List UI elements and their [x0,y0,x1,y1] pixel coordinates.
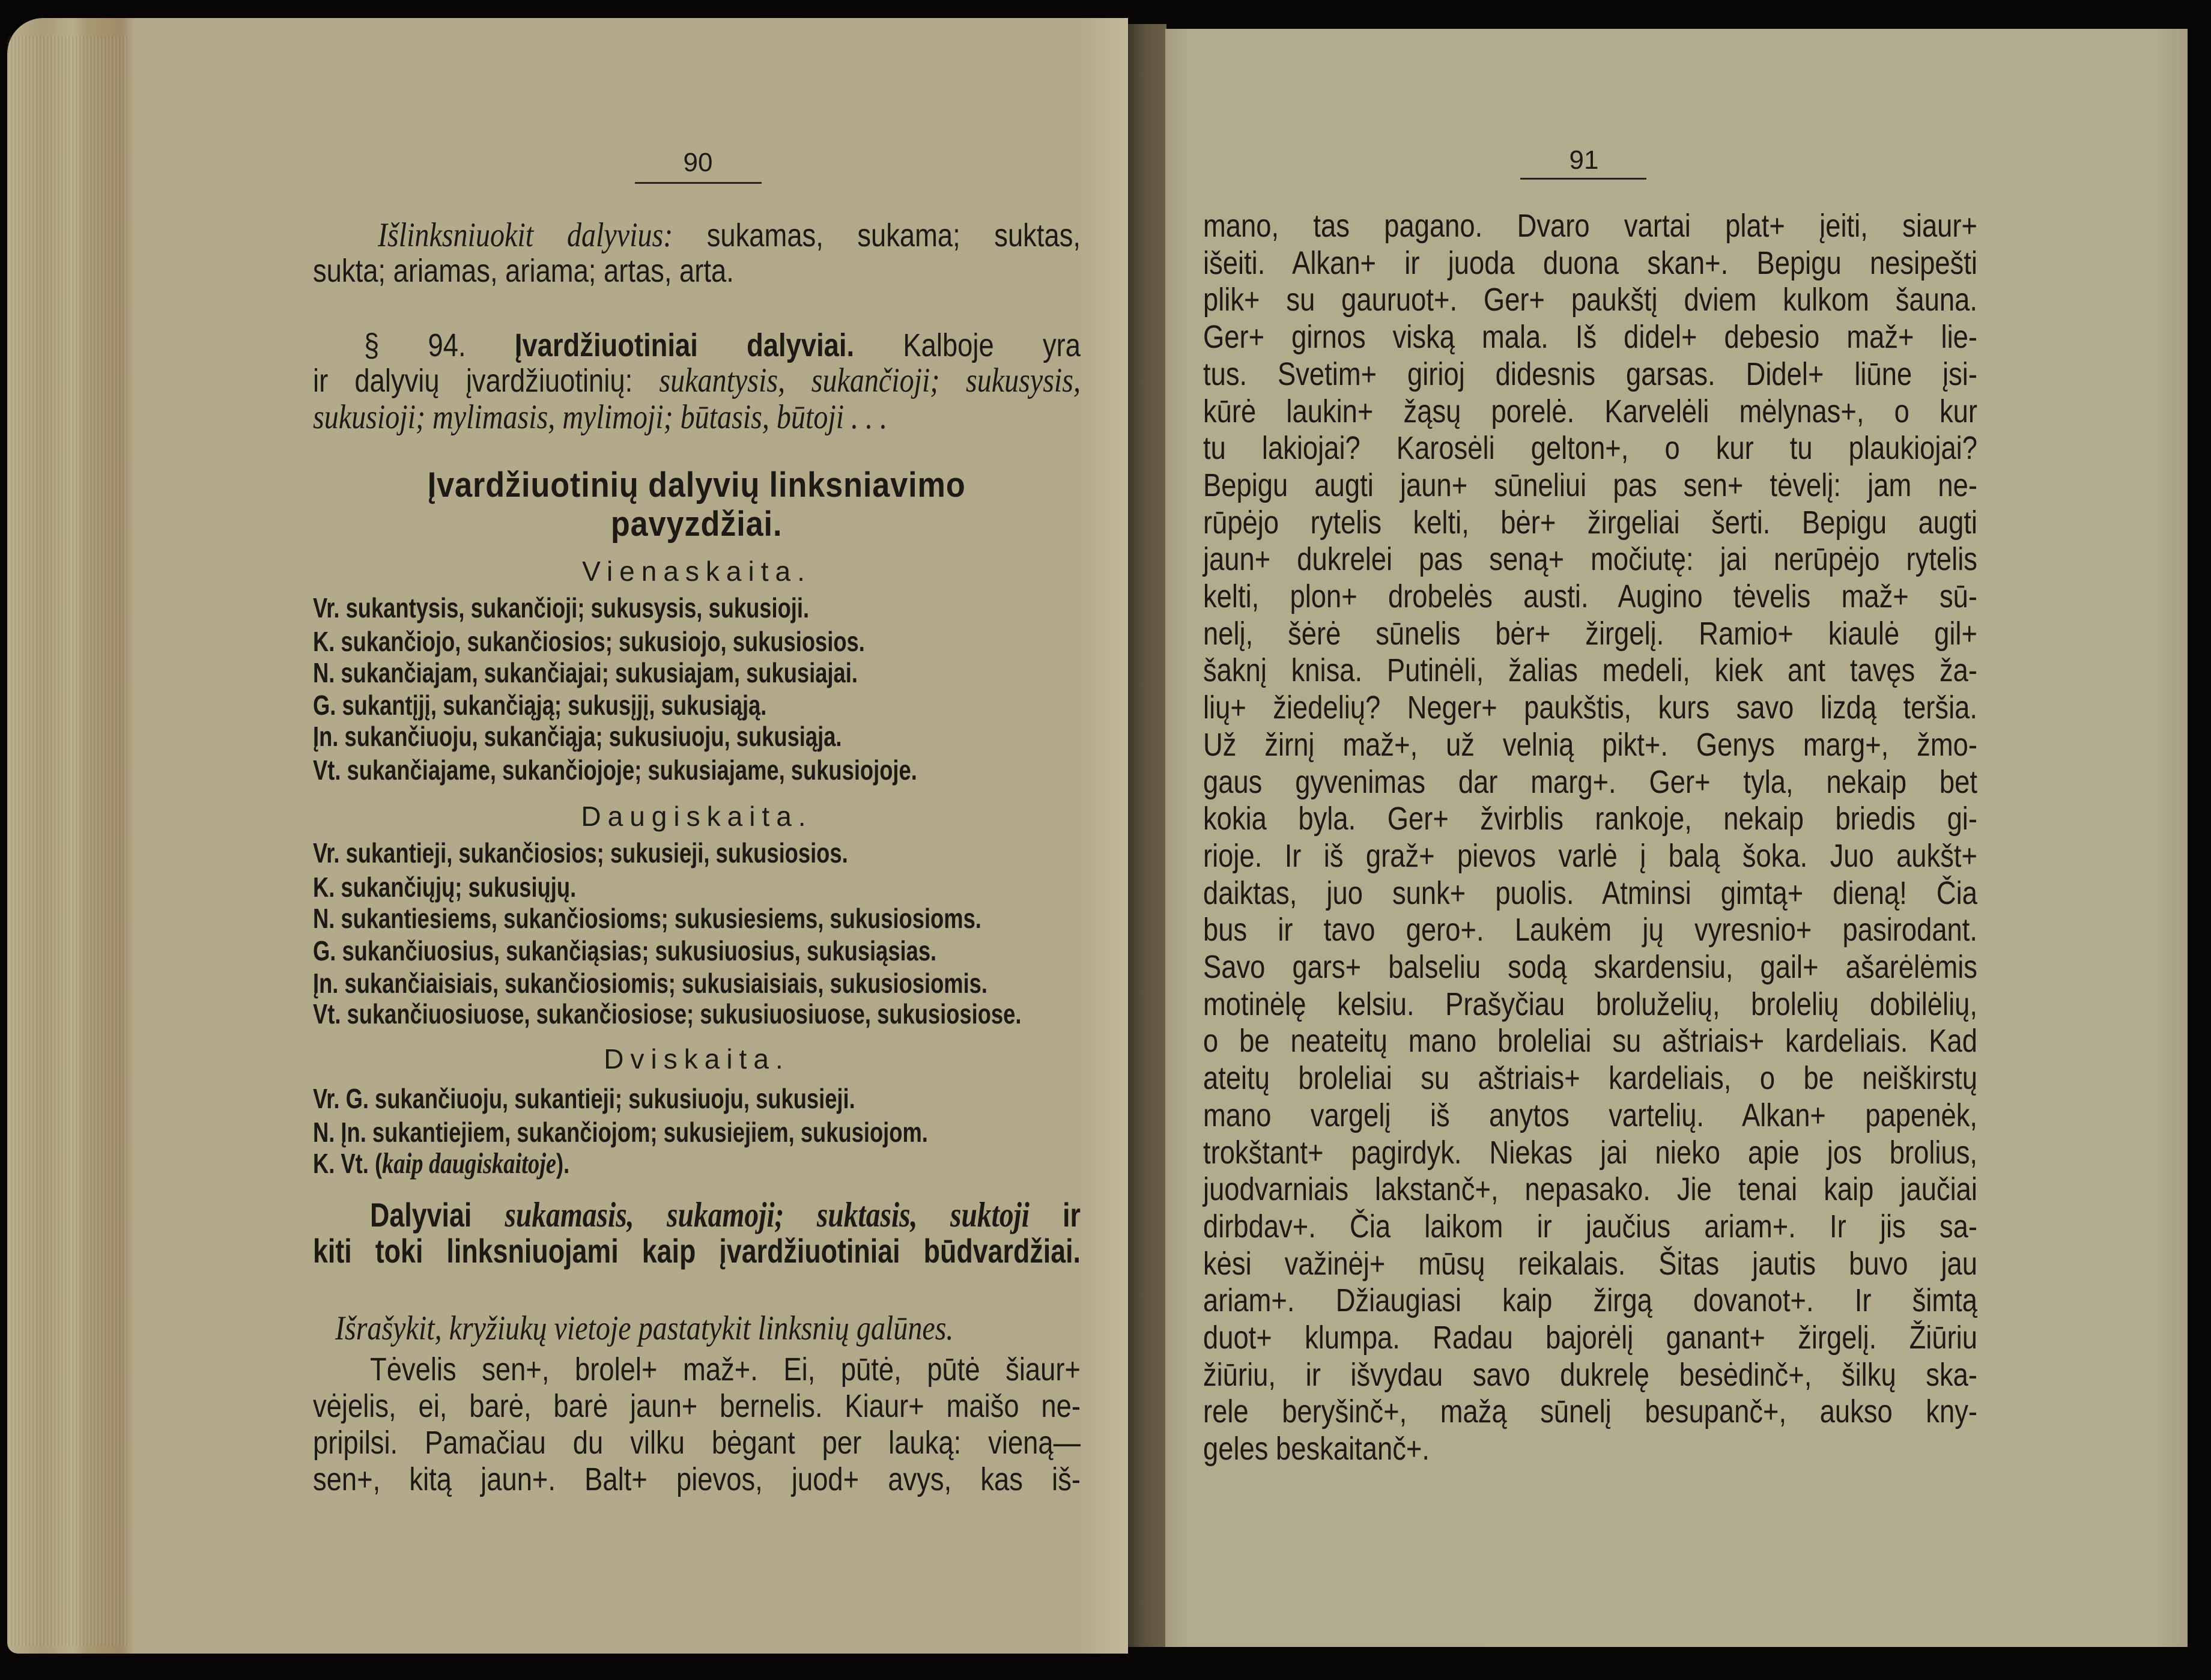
bold-heading-text: Įvardžiuotiniai dalyviai. [514,327,855,363]
left-text-line [313,1425,1081,1461]
right-page-number: 91 [1569,145,1599,175]
right-text-line [1203,578,1977,614]
left-text-line [378,217,1081,253]
text-segment: G. sukančiuosius, sukančiąsias; sukusiuosius, sukusiąsias. [313,935,937,966]
text-segment: rūpėjo rytelis kelti, bėr+ žirgeliai šerti. Bepigu augti [1203,504,1977,541]
text-segment: geles beskaitanč+. [1203,1431,1430,1467]
line-text [1203,505,1977,541]
text-segment: pavyzdžiai. [611,505,783,544]
text-segment: juodvarniais lakstanč+, nepasako. Jie tenai kaip jaučiai [1203,1171,1977,1208]
italic-text: sukamasis, sukamoji; suktasis, suktoji [505,1195,1030,1234]
right-text-line [1203,319,1977,355]
line-text [1203,208,1977,244]
text-segment: daiktas, juo sunk+ puolis. Atminsi gimtą+ dieną! Čia [1203,875,1977,911]
line-text [1203,1246,1977,1282]
line-text [313,1461,1081,1497]
italic-text: kaip daugiskaitoje [382,1147,557,1180]
text-segment: mano vargelį iš anytos vartelių. Alkan+ papenėk, [1203,1097,1977,1133]
text-segment: Ger+ girnos viską mala. Iš didel+ debesio maž+ lie- [1203,319,1977,356]
line-text [1203,986,1977,1022]
line-text [313,752,917,788]
text-segment: kėsi važinėj+ mūsų reikalais. Šitas jautis buvo jau [1203,1245,1977,1282]
text-segment: kokia byla. Ger+ žvirblis rankoje, nekaip briedis gi- [1203,801,1977,837]
text-segment: G. sukantįjį, sukančiąją; sukusįjį, sukusiąją. [313,690,767,721]
text-segment: Įn. sukančiuoju, sukančiąja; sukusiuoju, sukusiąja. [313,721,842,752]
text-segment: jaun+ dukrelei pas seną+ močiutę: jai nerūpėjo rytelis [1203,541,1977,578]
text-segment: K. sukančiųjų; sukusiųjų. [313,872,577,903]
left-text-line [370,1351,1081,1387]
text-segment: N. sukantiesiems, sukančiosioms; sukusiesiems, sukusiosioms. [313,903,981,934]
right-text-line [1203,616,1977,652]
right-text-line [1203,467,1977,503]
line-text [1203,578,1977,614]
text-segment: § 94. [364,327,515,363]
right-text-line [1203,764,1977,800]
text-segment: sukta; ariamas, ariama; artas, arta. [313,253,734,289]
line-text [364,327,1081,363]
line-text [1203,245,1977,281]
line-text [313,1233,1081,1269]
text-segment: dirbdav+. Čia laikom ir jaučius ariam+. Ir jis sa- [1203,1208,1977,1245]
text-segment: Už žirnį maž+, už velnią pikt+. Genys marg+, žmo- [1203,726,1977,763]
text-segment: pripilsi. Pamačiau du vilku bėgant per lauką: vieną— [313,1425,1081,1461]
line-text [313,900,981,936]
right-text-line [1203,801,1977,837]
right-text-line [1203,541,1977,577]
line-text [1203,1431,1430,1467]
line-text [1203,764,1977,800]
right-text-line [1203,986,1977,1022]
line-text [313,718,842,754]
left-text-line [313,933,1081,969]
text-segment: duot+ klumpa. Radau bajorėlį ganant+ žirgelį. Žiūriu [1203,1320,1977,1356]
book-gutter [1128,24,1166,1647]
right-text-line [1203,1320,1977,1356]
text-segment: Tėvelis sen+, brolel+ maž+. Ei, pūtė, pūtė šiaur+ [370,1351,1081,1387]
left-text-line [313,1041,1081,1077]
left-text-line [313,553,1081,589]
text-segment: Dalyviai [370,1196,505,1234]
text-segment: Dviskaita. [604,1043,790,1075]
right-page-number-rule [1520,178,1646,180]
right-text-line [1203,912,1977,948]
line-text [313,1114,928,1150]
line-text [604,1041,789,1077]
right-text-line [1203,1357,1977,1393]
left-text-line [313,1081,1081,1117]
right-text-line [1203,393,1977,429]
right-text-line [1203,1060,1977,1096]
text-segment: šaknį knisa. Putinėli, žalias medeli, kiek ant tavęs ža- [1203,652,1977,689]
text-segment: sen+, kitą jaun+. Balt+ pievos, juod+ avys, kas iš- [313,1461,1081,1497]
line-text [313,623,865,660]
left-page-number: 90 [683,148,713,177]
text-segment: kiti toki linksniuojami kaip įvardžiuotiniai būdvardžiai. [313,1232,1081,1270]
text-segment: kelti, plon+ drobelės austi. Augino tėvelis maž+ sū- [1203,578,1977,614]
line-text [1203,949,1977,985]
right-text-line [1203,245,1977,281]
right-text-line [1203,505,1977,541]
text-segment: lių+ žiedelių? Neger+ paukštis, kurs savo lizdą teršia. [1203,690,1977,726]
line-text [1203,801,1977,837]
right-text-line [1203,1431,1977,1467]
right-text-line [1203,727,1977,763]
line-text [1203,467,1977,503]
line-text [313,1425,1081,1461]
line-text [1203,1135,1977,1171]
line-text [1203,838,1977,874]
text-segment: K. Vt. ( [313,1148,383,1179]
text-segment: Vienaskaita. [582,556,811,587]
right-text-line [1203,690,1977,726]
line-text [1203,1171,1977,1207]
line-text [611,506,783,542]
italic-text: sukusioji; mylimasis, mylimoji; būtasis, būtoji . . . [313,398,888,436]
right-text-line [1203,1023,1977,1059]
left-text-line [313,590,1081,626]
text-segment: kūrė laukin+ žąsų porelė. Karvelėli mėlynas+, o kur [1203,393,1977,429]
text-segment: K. sukančiojo, sukančiosios; sukusiojo, sukusiosios. [313,626,865,657]
italic-text: Išrašykit, kryžiukų vietoje pastatykit linksnių galūnes. [335,1309,954,1347]
text-segment: tus. Svetim+ girioj didesnis garsas. Didel+ liūne įsi- [1203,356,1977,392]
line-text [313,399,887,435]
line-text [313,655,858,691]
line-text [313,687,766,723]
line-text [1203,1060,1977,1096]
left-text-line [313,506,1081,542]
right-text-line [1203,208,1977,244]
text-segment: išeiti. Alkan+ ir juoda duona skan+. Bepigu nesipešti [1203,244,1977,281]
text-segment: Bepigu augti jaun+ sūneliui pas sen+ tėvelį: jam ne- [1203,467,1977,503]
right-text-line [1203,282,1977,318]
line-text [313,869,576,905]
left-text-line [313,687,1081,723]
text-segment: Vr. G. sukančiuoju, sukantieji; sukusiuoju, sukusieji. [313,1083,855,1114]
line-text [1203,727,1977,763]
line-text [335,1311,953,1347]
text-segment: nelį, šėrė sūnelis bėr+ žirgelį. Ramio+ kiaulė gil+ [1203,615,1977,652]
line-text [1203,1023,1977,1059]
text-segment: Kalboje yra [854,327,1081,363]
text-segment: Vt. sukančiajame, sukančiojoje; sukusiajame, sukusiojoje. [313,754,917,786]
left-text-line [313,363,1081,399]
text-segment: ateitų broleliai su aštriais+ kardeliais, o be neiškirstų [1203,1060,1977,1097]
left-text-line [313,835,1081,871]
left-text-line [335,1311,1081,1347]
line-text [370,1196,1081,1233]
text-segment: gaus gyvenimas dar marg+. Ger+ tyla, nekaip bet [1203,763,1977,800]
line-text [1203,541,1977,577]
line-text [313,590,809,626]
line-text [1203,912,1977,948]
text-segment: N. Įn. sukantiejiem, sukančiojom; sukusiejiem, sukusiojom. [313,1117,928,1148]
line-text [428,467,966,503]
line-text [1203,616,1977,652]
line-text [370,1351,1081,1387]
left-text-line [313,900,1081,936]
left-text-line [313,467,1081,503]
line-text [1203,1282,1977,1318]
line-text [313,1081,855,1117]
text-segment: Įn. sukančiaisiais, sukančiosiomis; sukusiaisiais, sukusiosiomis. [313,968,987,999]
line-text [1203,1208,1977,1245]
text-segment: rele beryšinč+, mažą sūnelį besupanč+, aukso kny- [1203,1393,1977,1430]
left-text-line [313,1114,1081,1150]
left-text-line [313,752,1081,788]
line-text [378,217,1081,253]
text-segment: mano, tas pagano. Dvaro vartai plat+ įeiti, siaur+ [1203,208,1977,244]
line-text [313,1145,569,1181]
line-text [313,253,734,289]
line-text [1203,690,1977,726]
left-text-line [313,798,1081,834]
right-text-line [1203,1097,1977,1133]
right-text-line [1203,838,1977,874]
line-text [313,363,1081,399]
text-segment: Vr. sukantysis, sukančioji; sukusysis, sukusioji. [313,592,810,623]
italic-text: Išlinksniuokit dalyvius: [378,216,673,254]
left-text-line [313,399,1081,435]
text-segment: N. sukančiajam, sukančiajai; sukusiajam, sukusiajai. [313,657,858,688]
text-segment: sukamas, sukama; suktas, [673,217,1081,253]
line-text [582,553,811,589]
left-text-line [313,869,1081,905]
line-text [1203,1357,1977,1393]
text-segment: Savo gars+ balseliu sodą skardensiu, gail+ ašarėlėmis [1203,949,1977,985]
right-text-line [1203,652,1977,688]
text-segment: ariam+. Džiaugiasi kaip žirgą dovanot+. Ir šimtą [1203,1282,1977,1319]
text-segment: Vt. sukančiuosiuose, sukančiosiose; sukusiuosiuose, sukusiosiose. [313,998,1022,1030]
right-text-line [1203,875,1977,911]
left-text-line [313,253,1081,289]
text-segment: Įvardžiuotinių dalyvių linksniavimo [428,465,966,505]
text-segment: o be neateitų mano broleliai su aštriais+ kardeliais. Kad [1203,1023,1977,1060]
text-segment: ir dalyvių įvardžiuotinių: [313,363,660,399]
left-text-line [370,1196,1081,1233]
right-text-line [1203,949,1977,985]
line-text [1203,1097,1977,1133]
text-segment: ir [1029,1196,1081,1234]
left-text-line [364,327,1081,363]
line-text [313,933,936,969]
line-text [313,835,848,871]
italic-text: sukantysis, sukančioji; sukusysis, [659,362,1081,399]
text-segment: žiūriu, ir išvydau savo dukrelę besėdinč+, šilkų ska- [1203,1356,1977,1393]
right-text-line [1203,1246,1977,1282]
right-text-line [1203,356,1977,392]
line-text [1203,1320,1977,1356]
line-text [1203,1393,1977,1430]
page-edges [7,36,127,1646]
line-text [1203,356,1977,392]
text-segment: trokštant+ pagirdyk. Niekas jai nieko apie jos brolius, [1203,1134,1977,1171]
right-text-line [1203,1282,1977,1318]
right-text-line [1203,1135,1977,1171]
left-text-line [313,1145,1081,1181]
text-segment: tu lakiojai? Karosėli gelton+, o kur tu plaukiojai? [1203,430,1977,467]
line-text [313,1388,1081,1424]
right-text-line [1203,1171,1977,1207]
right-text-line [1203,1208,1977,1245]
line-text [1203,652,1977,688]
text-segment: motinėlę kelsiu. Prašyčiau broluželių, brolelių dobilėlių, [1203,986,1977,1022]
left-text-line [313,623,1081,660]
text-segment: vėjelis, ei, barė, barė jaun+ bernelis. Kiaur+ maišo ne- [313,1388,1081,1424]
line-text [1203,393,1977,429]
line-text [581,798,812,834]
right-text-line [1203,430,1977,466]
line-text [1203,319,1977,355]
line-text [1203,282,1977,318]
line-text [313,996,1021,1032]
left-text-line [313,655,1081,691]
text-segment: bus ir tavo gero+. Laukėm jų vyresnio+ pasirodant. [1203,912,1977,948]
left-text-line [313,996,1081,1032]
text-segment: Daugiskaita. [581,801,813,832]
left-text-line [313,718,1081,754]
left-page-number-rule [635,182,762,184]
left-text-line [313,1388,1081,1424]
text-segment: plik+ su gauruot+. Ger+ paukštį dviem kulkom šauna. [1203,282,1977,318]
text-segment: Vr. sukantieji, sukančiosios; sukusieji, sukusiosios. [313,837,848,869]
left-text-line [313,1233,1081,1269]
right-text-line [1203,1393,1977,1430]
text-segment: ). [556,1148,570,1179]
left-text-line [313,1461,1081,1497]
line-text [1203,875,1977,911]
line-text [1203,430,1977,466]
text-segment: rioje. Ir iš graž+ pievos varlė į balą šoka. Juo aukšt+ [1203,837,1977,874]
